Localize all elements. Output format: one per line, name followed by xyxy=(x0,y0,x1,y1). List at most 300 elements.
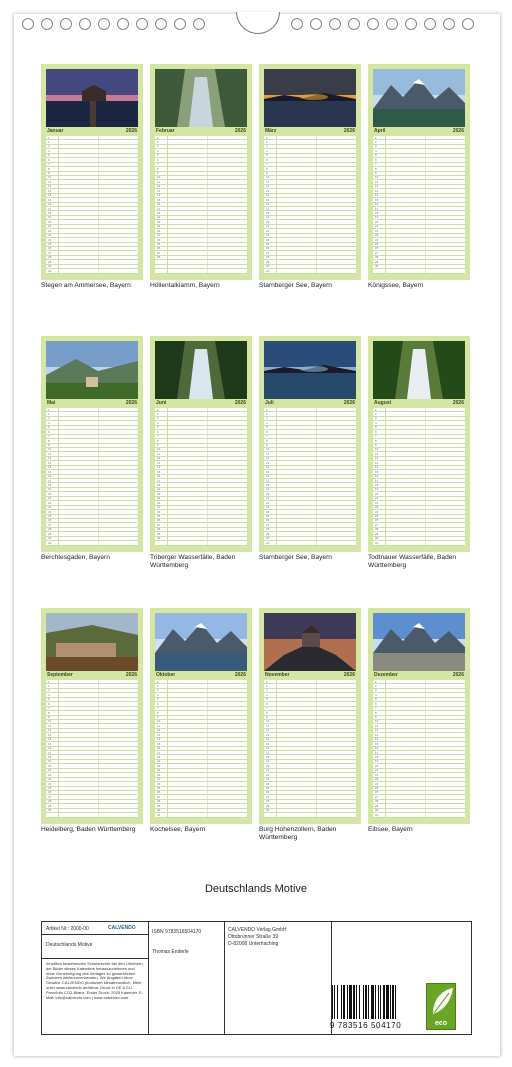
day-row: 13 xyxy=(155,733,247,737)
day-row: 12 xyxy=(46,457,138,461)
month-name: November xyxy=(265,672,290,678)
month-caption: Kochelsee, Bayern xyxy=(150,826,206,833)
day-row: 27 xyxy=(373,795,465,799)
day-row: 1 xyxy=(155,680,247,684)
publisher-line-2: Ottobrunner Straße 39 xyxy=(228,934,279,940)
day-row: 20 xyxy=(264,220,356,224)
month-name: Februar xyxy=(156,128,175,134)
day-row: 19 xyxy=(155,488,247,492)
day-row: 5 xyxy=(46,698,138,702)
month-header xyxy=(155,128,247,135)
month-year: 2026 xyxy=(234,672,246,678)
day-row: 25 xyxy=(46,515,138,519)
day-row: 26 xyxy=(264,791,356,795)
day-row: 8 xyxy=(46,167,138,171)
day-row: 30 xyxy=(373,265,465,269)
month-name: April xyxy=(374,128,386,134)
day-row: 29 xyxy=(264,532,356,536)
day-grid xyxy=(46,136,138,274)
month-caption: Höllentalklamm, Bayern xyxy=(150,282,220,289)
day-row: 7 xyxy=(46,163,138,167)
day-row: 11 xyxy=(46,452,138,456)
day-row: 15 xyxy=(155,742,247,746)
day-row: 2 xyxy=(155,140,247,144)
day-row: 31 xyxy=(373,541,465,545)
day-row: 9 xyxy=(264,716,356,720)
day-row: 30 xyxy=(46,537,138,541)
month-photo xyxy=(155,613,247,671)
day-row: 21 xyxy=(155,769,247,773)
day-row: 20 xyxy=(46,764,138,768)
day-row: 28 xyxy=(264,528,356,532)
day-row: 18 xyxy=(46,211,138,215)
day-row: 14 xyxy=(373,466,465,470)
day-row: 22 xyxy=(264,501,356,505)
day-row: 10 xyxy=(373,176,465,180)
month-name: März xyxy=(265,128,277,134)
month-caption: Berchtesgaden, Bayern xyxy=(41,554,110,561)
month-header xyxy=(155,400,247,407)
month-year: 2026 xyxy=(343,672,355,678)
day-row: 17 xyxy=(155,479,247,483)
day-row: 10 xyxy=(264,448,356,452)
binding-holes-right xyxy=(291,18,474,30)
month-caption: Starnberger See, Bayern xyxy=(259,554,332,561)
day-row: 22 xyxy=(373,229,465,233)
day-row: 2 xyxy=(46,140,138,144)
day-row: 23 xyxy=(373,778,465,782)
day-row: 25 xyxy=(155,515,247,519)
day-row: 19 xyxy=(373,760,465,764)
isbn: ISBN 9783516504170 xyxy=(152,929,202,935)
day-row: 4 xyxy=(373,149,465,153)
day-row: 11 xyxy=(155,180,247,184)
day-row: 20 xyxy=(46,492,138,496)
day-row: 29 xyxy=(373,804,465,808)
day-row: 16 xyxy=(373,747,465,751)
day-row: 2 xyxy=(373,412,465,416)
month-year: 2026 xyxy=(343,128,355,134)
day-row: 16 xyxy=(46,747,138,751)
day-row: 9 xyxy=(46,172,138,176)
day-row: 7 xyxy=(155,163,247,167)
day-grid xyxy=(155,680,247,818)
day-row: 3 xyxy=(373,689,465,693)
day-row: 22 xyxy=(373,501,465,505)
day-row: 13 xyxy=(373,733,465,737)
month-photo xyxy=(46,341,138,399)
day-row: 6 xyxy=(264,702,356,706)
day-row: 6 xyxy=(155,158,247,162)
day-row: 26 xyxy=(155,791,247,795)
publisher-line-3: D-82008 Unterhaching xyxy=(228,941,279,947)
day-row: 8 xyxy=(155,439,247,443)
day-row: 23 xyxy=(373,234,465,238)
month-photo xyxy=(264,69,356,127)
day-row: 13 xyxy=(373,461,465,465)
day-row: 7 xyxy=(46,435,138,439)
day-row: 15 xyxy=(373,742,465,746)
day-row: 25 xyxy=(155,787,247,791)
day-row: 18 xyxy=(373,755,465,759)
day-row: 3 xyxy=(264,145,356,149)
day-grid xyxy=(46,408,138,546)
day-row: 4 xyxy=(264,693,356,697)
day-row: 14 xyxy=(373,738,465,742)
month-caption: Eibsee, Bayern xyxy=(368,826,413,833)
day-row: 18 xyxy=(46,483,138,487)
day-row: 22 xyxy=(155,773,247,777)
day-row: 20 xyxy=(373,764,465,768)
day-row: 19 xyxy=(373,216,465,220)
day-row: 29 xyxy=(264,260,356,264)
day-row: 27 xyxy=(264,795,356,799)
day-row: 15 xyxy=(373,198,465,202)
day-row: 28 xyxy=(373,800,465,804)
day-row: 3 xyxy=(264,417,356,421)
month-photo xyxy=(264,341,356,399)
day-row: 14 xyxy=(155,194,247,198)
day-row: 16 xyxy=(373,203,465,207)
day-row: 27 xyxy=(46,795,138,799)
day-row: 6 xyxy=(155,702,247,706)
day-row: 23 xyxy=(264,778,356,782)
month-caption: Todtnauer Wasserfälle, Baden Württemberg xyxy=(368,554,457,569)
day-row: 7 xyxy=(264,163,356,167)
day-row: 8 xyxy=(373,711,465,715)
month-card-februar xyxy=(150,64,252,280)
day-row: 21 xyxy=(155,497,247,501)
day-row: 26 xyxy=(155,247,247,251)
day-row: 10 xyxy=(264,176,356,180)
day-row: 24 xyxy=(264,238,356,242)
day-row: 28 xyxy=(155,256,247,260)
day-row: 16 xyxy=(155,203,247,207)
day-row: 13 xyxy=(264,733,356,737)
month-card-juli xyxy=(259,336,361,552)
day-row: 18 xyxy=(264,755,356,759)
day-row: 30 xyxy=(264,809,356,813)
month-header xyxy=(46,672,138,679)
day-row: 13 xyxy=(46,189,138,193)
day-row: 15 xyxy=(373,470,465,474)
day-row: 1 xyxy=(373,408,465,412)
day-row: 12 xyxy=(264,457,356,461)
day-row: 19 xyxy=(155,216,247,220)
day-row: 13 xyxy=(373,189,465,193)
day-row: 4 xyxy=(46,149,138,153)
day-row: 30 xyxy=(46,265,138,269)
month-header xyxy=(155,672,247,679)
day-row: 28 xyxy=(155,800,247,804)
day-row: 7 xyxy=(264,707,356,711)
day-row: 20 xyxy=(373,220,465,224)
day-row: 24 xyxy=(46,238,138,242)
day-row: 19 xyxy=(264,216,356,220)
month-photo xyxy=(155,69,247,127)
month-name: Januar xyxy=(47,128,64,134)
day-row: 14 xyxy=(373,194,465,198)
month-header xyxy=(264,128,356,135)
day-row: 25 xyxy=(155,243,247,247)
month-year: 2026 xyxy=(234,400,246,406)
day-row: 3 xyxy=(373,417,465,421)
day-row: 9 xyxy=(46,716,138,720)
month-photo xyxy=(155,341,247,399)
barcode-number: 9 783516 504170 xyxy=(330,1021,402,1030)
day-row: 12 xyxy=(373,457,465,461)
day-row: 4 xyxy=(155,149,247,153)
day-row: 10 xyxy=(373,448,465,452)
month-header xyxy=(373,128,465,135)
day-row: 23 xyxy=(46,778,138,782)
day-row: 6 xyxy=(264,158,356,162)
day-row: 27 xyxy=(264,523,356,527)
month-year: 2026 xyxy=(452,400,464,406)
day-row: 18 xyxy=(155,483,247,487)
day-row: 20 xyxy=(155,220,247,224)
day-row: 3 xyxy=(264,689,356,693)
day-row: 13 xyxy=(46,461,138,465)
day-row: 4 xyxy=(155,421,247,425)
day-row: 3 xyxy=(155,145,247,149)
month-card-august xyxy=(368,336,470,552)
day-row: 21 xyxy=(373,225,465,229)
day-row: 4 xyxy=(264,421,356,425)
day-row: 15 xyxy=(46,198,138,202)
day-row: 28 xyxy=(46,800,138,804)
day-row: 25 xyxy=(46,787,138,791)
day-row: 4 xyxy=(155,693,247,697)
day-row: 22 xyxy=(46,501,138,505)
day-row: 1 xyxy=(264,136,356,140)
day-row: 22 xyxy=(264,229,356,233)
day-row: 31 xyxy=(264,541,356,545)
day-row: 28 xyxy=(373,528,465,532)
day-row: 21 xyxy=(46,497,138,501)
day-row: 20 xyxy=(155,764,247,768)
month-card-april xyxy=(368,64,470,280)
month-card-september xyxy=(41,608,143,824)
day-row: 31 xyxy=(373,813,465,817)
day-row: 13 xyxy=(264,461,356,465)
day-row: 11 xyxy=(373,180,465,184)
day-row: 1 xyxy=(46,136,138,140)
day-row: 17 xyxy=(264,479,356,483)
day-row: 8 xyxy=(46,439,138,443)
day-row: 19 xyxy=(264,488,356,492)
eco-badge xyxy=(426,983,456,1030)
day-row: 1 xyxy=(373,136,465,140)
month-name: Dezember xyxy=(374,672,398,678)
day-row: 8 xyxy=(373,439,465,443)
day-row: 21 xyxy=(155,225,247,229)
day-grid xyxy=(46,680,138,818)
barcode xyxy=(332,985,408,1019)
month-photo xyxy=(373,341,465,399)
day-row: 11 xyxy=(373,452,465,456)
month-year: 2026 xyxy=(125,128,137,134)
day-row: 6 xyxy=(155,430,247,434)
day-row: 20 xyxy=(46,220,138,224)
month-caption: Starnberger See, Bayern xyxy=(259,282,332,289)
day-row: 2 xyxy=(373,684,465,688)
day-row: 20 xyxy=(264,492,356,496)
day-row: 29 xyxy=(373,532,465,536)
day-row: 22 xyxy=(264,773,356,777)
calvendo-logo: CALVENDO xyxy=(108,925,136,931)
day-row: 5 xyxy=(373,426,465,430)
day-row: 12 xyxy=(155,457,247,461)
day-row: 19 xyxy=(46,760,138,764)
product-title-small: Deutschlands Motive xyxy=(46,942,93,948)
day-row: 27 xyxy=(373,251,465,255)
day-row: 11 xyxy=(264,452,356,456)
day-row: 5 xyxy=(155,426,247,430)
day-row: 28 xyxy=(373,256,465,260)
day-row: 26 xyxy=(46,519,138,523)
day-row: 27 xyxy=(155,251,247,255)
day-row: 10 xyxy=(46,448,138,452)
month-photo xyxy=(373,69,465,127)
day-row xyxy=(155,269,247,273)
day-row: 8 xyxy=(373,167,465,171)
day-row: 11 xyxy=(155,724,247,728)
day-row: 15 xyxy=(264,470,356,474)
month-photo xyxy=(373,613,465,671)
leaf-icon xyxy=(427,984,457,1020)
day-row: 18 xyxy=(155,211,247,215)
day-row: 14 xyxy=(46,738,138,742)
month-name: September xyxy=(47,672,73,678)
day-row: 10 xyxy=(264,720,356,724)
day-row: 22 xyxy=(46,229,138,233)
day-row: 29 xyxy=(46,804,138,808)
day-row: 24 xyxy=(155,510,247,514)
month-year: 2026 xyxy=(125,400,137,406)
author: Thomas Enderle xyxy=(152,949,189,955)
day-row: 23 xyxy=(155,506,247,510)
month-name: Mai xyxy=(47,400,56,406)
day-row: 26 xyxy=(46,791,138,795)
day-row: 25 xyxy=(373,787,465,791)
day-row: 9 xyxy=(373,444,465,448)
month-card-november xyxy=(259,608,361,824)
day-row: 15 xyxy=(155,470,247,474)
day-row: 2 xyxy=(264,140,356,144)
day-row: 9 xyxy=(155,172,247,176)
day-row: 20 xyxy=(373,492,465,496)
day-row: 24 xyxy=(46,782,138,786)
day-row: 3 xyxy=(46,145,138,149)
calendar-title: Deutschlands Motive xyxy=(204,883,308,895)
day-row: 17 xyxy=(155,207,247,211)
day-row: 4 xyxy=(373,693,465,697)
day-row: 26 xyxy=(264,247,356,251)
day-row: 12 xyxy=(264,185,356,189)
day-row: 1 xyxy=(155,136,247,140)
month-name: Juni xyxy=(156,400,167,406)
day-row: 7 xyxy=(155,435,247,439)
month-header xyxy=(46,400,138,407)
day-row: 6 xyxy=(264,430,356,434)
day-row: 5 xyxy=(264,698,356,702)
day-row: 11 xyxy=(373,724,465,728)
day-row: 6 xyxy=(46,702,138,706)
month-name: Oktober xyxy=(156,672,176,678)
day-row: 30 xyxy=(373,537,465,541)
day-row: 24 xyxy=(373,510,465,514)
day-row: 25 xyxy=(373,243,465,247)
day-row: 3 xyxy=(46,417,138,421)
month-name: August xyxy=(374,400,392,406)
day-row: 12 xyxy=(373,729,465,733)
month-card-märz xyxy=(259,64,361,280)
day-row: 3 xyxy=(155,689,247,693)
day-row: 9 xyxy=(264,172,356,176)
day-row: 10 xyxy=(373,720,465,724)
day-row: 17 xyxy=(264,207,356,211)
day-row: 6 xyxy=(373,430,465,434)
day-row: 24 xyxy=(373,238,465,242)
day-row: 5 xyxy=(155,154,247,158)
article-number: Artikel Nr.: 2000-00 xyxy=(46,926,89,932)
day-row: 22 xyxy=(155,501,247,505)
day-row: 16 xyxy=(155,747,247,751)
month-card-januar xyxy=(41,64,143,280)
day-row: 5 xyxy=(373,154,465,158)
day-row: 12 xyxy=(46,185,138,189)
day-row: 12 xyxy=(264,729,356,733)
month-year: 2026 xyxy=(343,400,355,406)
day-row: 2 xyxy=(46,684,138,688)
day-row: 19 xyxy=(155,760,247,764)
day-row: 18 xyxy=(155,755,247,759)
day-row: 7 xyxy=(46,707,138,711)
day-row: 21 xyxy=(264,497,356,501)
day-row: 25 xyxy=(46,243,138,247)
day-row xyxy=(155,541,247,545)
day-row: 31 xyxy=(46,541,138,545)
day-row: 24 xyxy=(264,510,356,514)
day-row: 15 xyxy=(46,470,138,474)
day-row: 23 xyxy=(46,234,138,238)
day-grid xyxy=(264,680,356,818)
day-row: 23 xyxy=(264,506,356,510)
day-row: 16 xyxy=(155,475,247,479)
day-row: 24 xyxy=(155,238,247,242)
day-row: 14 xyxy=(46,194,138,198)
day-row: 18 xyxy=(46,755,138,759)
month-caption: Stegen am Ammersee, Bayern xyxy=(41,282,131,289)
day-row: 2 xyxy=(155,684,247,688)
day-row: 13 xyxy=(155,461,247,465)
day-row xyxy=(373,269,465,273)
day-row: 10 xyxy=(155,448,247,452)
day-row: 30 xyxy=(264,537,356,541)
day-row: 24 xyxy=(155,782,247,786)
day-row: 24 xyxy=(46,510,138,514)
day-row: 27 xyxy=(155,523,247,527)
month-header xyxy=(373,400,465,407)
day-row: 4 xyxy=(264,149,356,153)
day-row: 18 xyxy=(264,211,356,215)
day-row: 25 xyxy=(264,243,356,247)
month-card-oktober xyxy=(150,608,252,824)
day-row: 26 xyxy=(373,791,465,795)
day-row: 28 xyxy=(155,528,247,532)
day-row: 5 xyxy=(373,698,465,702)
